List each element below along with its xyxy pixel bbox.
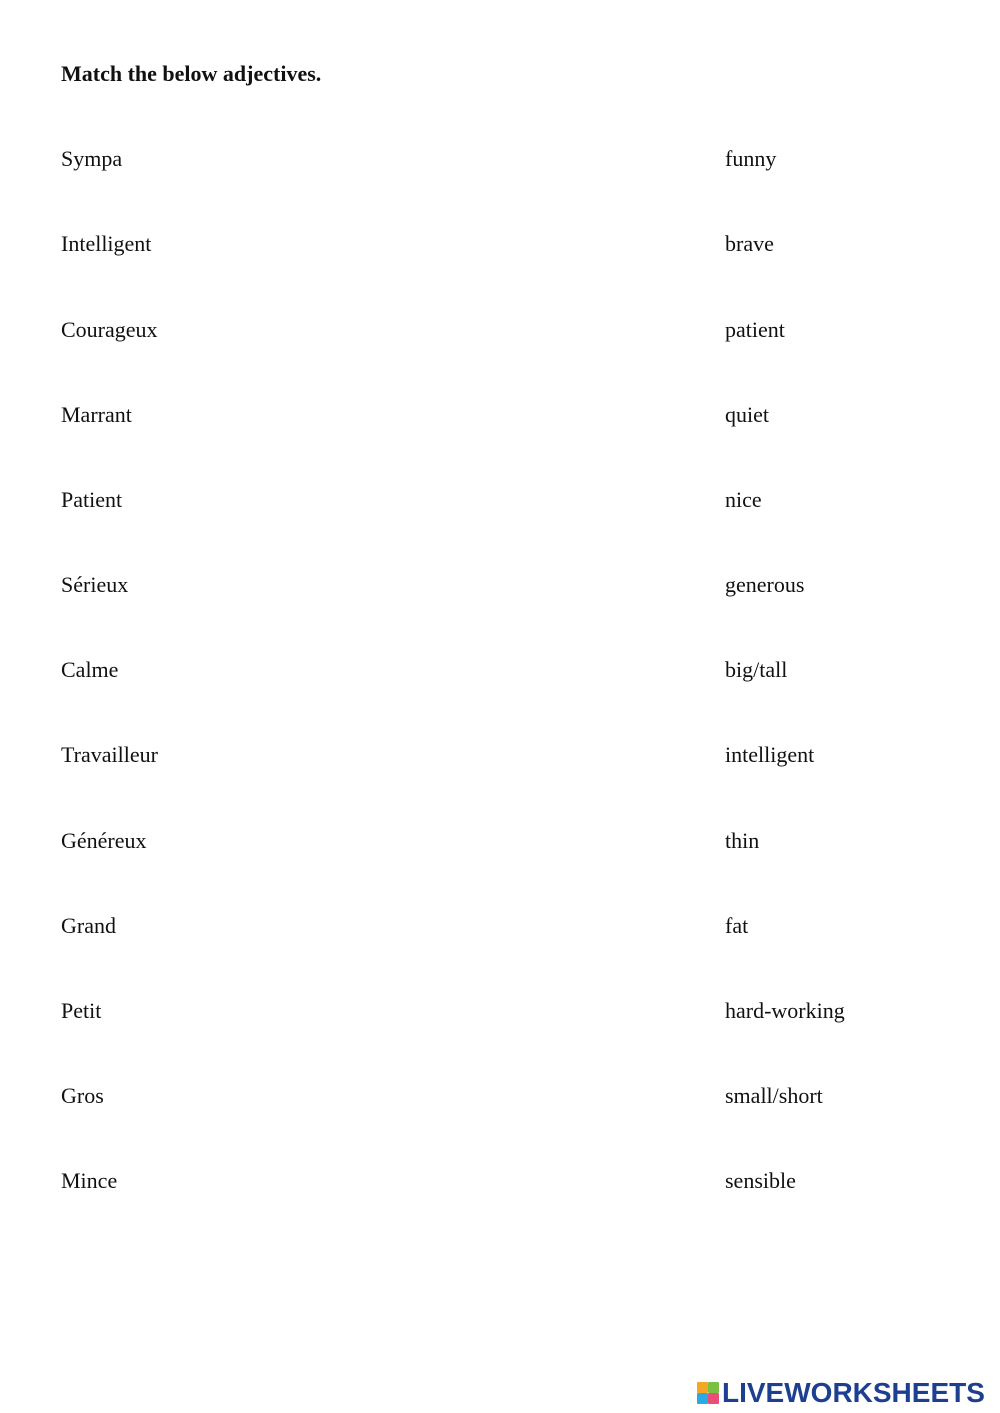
left-word-7: Calme — [61, 657, 119, 682]
left-word-3: Courageux — [61, 317, 158, 342]
left-word-11: Petit — [61, 998, 102, 1023]
right-word-8: intelligent — [725, 742, 815, 767]
logo-text: LIVEWORKSHEETS — [722, 1377, 985, 1408]
left-word-1: Sympa — [61, 146, 123, 171]
right-word-10: fat — [725, 913, 749, 938]
worksheet-title: Match the below adjectives. — [61, 61, 322, 86]
left-word-9: Généreux — [61, 828, 147, 853]
right-word-5: nice — [725, 487, 762, 512]
logo-square-1 — [697, 1382, 708, 1393]
left-word-4: Marrant — [61, 402, 132, 427]
left-word-8: Travailleur — [61, 742, 158, 767]
left-word-13: Mince — [61, 1168, 118, 1193]
right-word-12: small/short — [725, 1083, 823, 1108]
right-word-3: patient — [725, 317, 785, 342]
logo-square-3 — [697, 1393, 708, 1404]
right-word-2: brave — [725, 231, 774, 256]
left-word-5: Patient — [61, 487, 123, 512]
right-word-7: big/tall — [725, 657, 788, 682]
right-word-6: generous — [725, 572, 805, 597]
left-word-10: Grand — [61, 913, 116, 938]
right-word-1: funny — [725, 146, 777, 171]
right-word-13: sensible — [725, 1168, 796, 1193]
right-word-11: hard-working — [725, 998, 845, 1023]
right-word-4: quiet — [725, 402, 769, 427]
right-word-9: thin — [725, 828, 760, 853]
left-word-12: Gros — [61, 1083, 104, 1108]
logo-square-4 — [708, 1393, 719, 1404]
left-word-2: Intelligent — [61, 231, 152, 256]
liveworksheets-logo-icon — [697, 1382, 719, 1404]
left-word-6: Sérieux — [61, 572, 129, 597]
liveworksheets-logo — [697, 1378, 985, 1408]
logo-square-2 — [708, 1382, 719, 1393]
